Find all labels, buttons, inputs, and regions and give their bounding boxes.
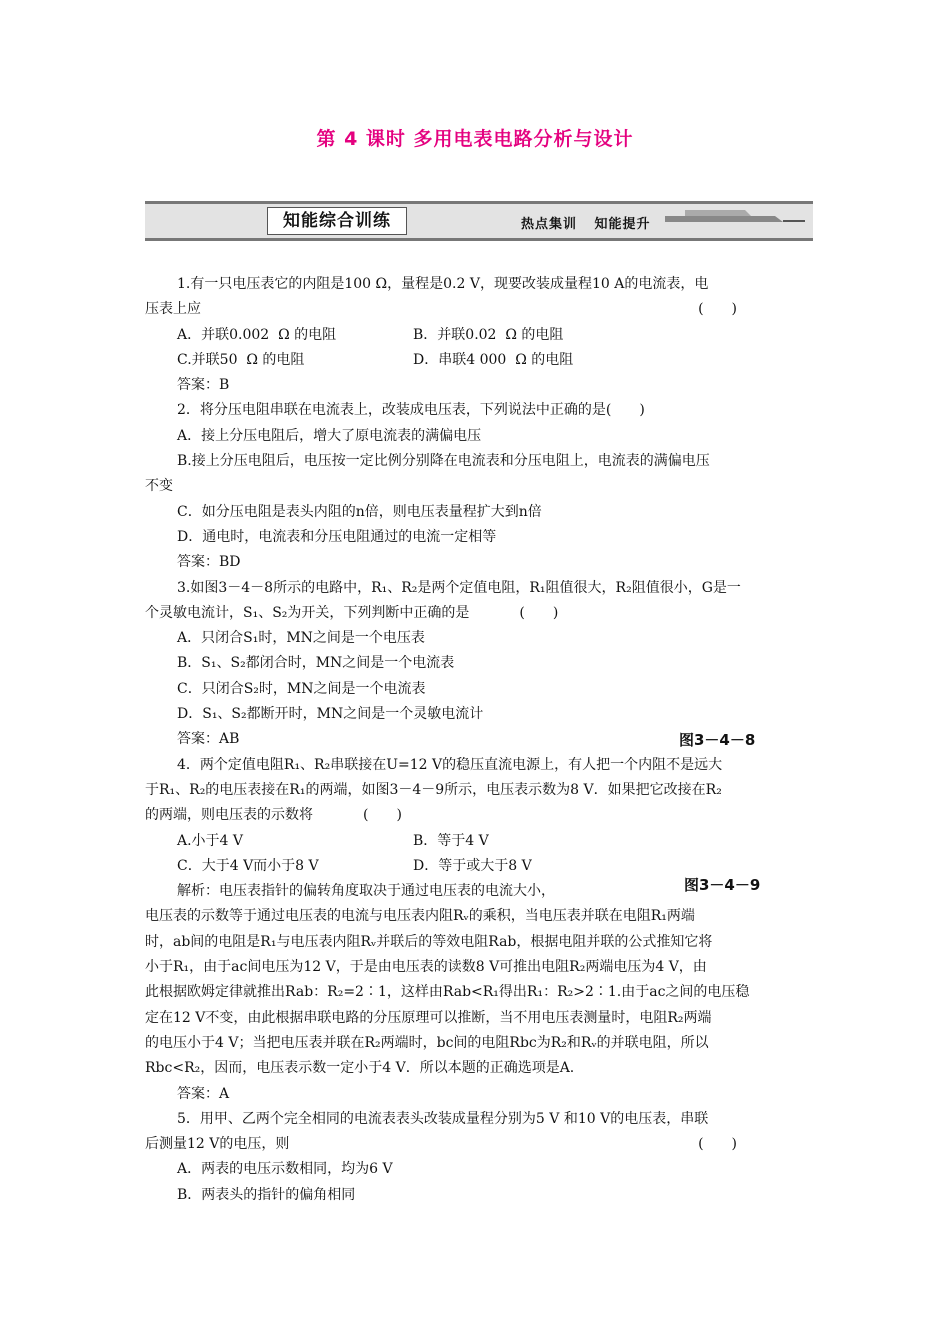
q5-option-a: A．两表的电压示数相同，均为6 V xyxy=(177,1161,393,1178)
q1-answer-paren: ( ) xyxy=(698,301,737,318)
q5-stem-line2: 后测量12 V的电压，则 xyxy=(145,1136,290,1153)
q1-stem-cont xyxy=(145,297,813,322)
q3-stem-line2: 个灵敏电流计，S₁、S₂为开关，下列判断中正确的是 xyxy=(145,604,470,621)
q3-stem-cont xyxy=(145,601,813,626)
q2-option-b: B.接上分压电阻后，电压按一定比例分别降在电流表和分压电阻上，电流表的满偏电压 xyxy=(177,453,710,470)
q1-answer: 答案：B xyxy=(177,377,230,394)
q4-stem: 4．两个定值电阻R₁、R₂串联接在U=12 V的稳压直流电源上，有人把一个内阻不是远大 xyxy=(177,756,723,773)
banner-decoration-icon xyxy=(665,210,805,232)
q1-option-b: B．并联0.02 Ω 的电阻 xyxy=(413,326,564,343)
q4-analysis-line2: 电压表的示数等于通过电压表的电流与电压表内阻Rᵥ的乘积，当电压表并联在电阻R₁两端 xyxy=(145,908,695,925)
q4-analysis-line8: Rbc<R₂，因而，电压表示数一定小于4 V．所以本题的正确选项是A. xyxy=(145,1060,575,1077)
q4-stem-line3: 的两端，则电压表的示数将 xyxy=(145,807,313,824)
q1-option-c: C.并联50 Ω 的电阻 xyxy=(177,351,305,368)
figure-caption-3-4-8: 图3－4－8 xyxy=(679,731,756,749)
q2-option-a: A．接上分压电阻后，增大了原电流表的满偏电压 xyxy=(177,427,482,444)
q3-option-c: C．只闭合S₂时，MN之间是一个电流表 xyxy=(177,680,426,697)
q5-stem-cont xyxy=(145,1132,813,1157)
q4-analysis-line4: 小于R₁，由于ac间电压为12 V，于是由电压表的读数8 V可推出电阻R₂两端电压为4 V，由 xyxy=(145,959,707,976)
q2-option-b-cont: 不变 xyxy=(145,478,173,495)
q1-stem-line2: 压表上应 xyxy=(145,301,201,318)
section-banner xyxy=(145,201,813,241)
q4-answer: 答案：A xyxy=(177,1085,230,1102)
q4-option-d: D．等于或大于8 V xyxy=(413,857,532,874)
q1-stem: 1.有一只电压表它的内阻是100 Ω，量程是0.2 V，现要改装成量程10 A的电流表，电 xyxy=(177,276,709,292)
q3-answer: 答案：AB xyxy=(177,731,240,748)
banner-subtitle-1: 热点集训 xyxy=(521,217,578,232)
q4-options-row1 xyxy=(145,829,813,854)
q5-answer-paren: ( ) xyxy=(698,1136,737,1153)
page-title: 第 4 课时 多用电表电路分析与设计 xyxy=(316,128,634,150)
q4-option-c: C．大于4 V而小于8 V xyxy=(177,857,319,874)
q3-option-b: B．S₁、S₂都闭合时，MN之间是一个电流表 xyxy=(177,655,455,672)
q4-stem-cont xyxy=(145,803,813,828)
q3-answer-paren: ( ) xyxy=(519,604,559,621)
banner-subtitle xyxy=(521,213,663,232)
q2-answer: 答案：BD xyxy=(177,554,241,571)
q2-option-c: C．如分压电阻是表头内阻的n倍，则电压表量程扩大到n倍 xyxy=(177,503,542,520)
q5-option-b: B．两表头的指针的偏角相同 xyxy=(177,1186,356,1203)
banner-subtitle-2: 知能提升 xyxy=(594,217,651,232)
q1-options-row2 xyxy=(145,348,813,373)
q2-stem: 2．将分压电阻串联在电流表上，改装成电压表，下列说法中正确的是( ) xyxy=(177,402,645,419)
q4-analysis-line7: 的电压小于4 V；当把电压表并联在R₂两端时，bc间的电阻Rbc为R₂和Rᵥ的并联电阻，所以 xyxy=(145,1034,709,1051)
q4-analysis-line1: 解析：电压表指针的偏转角度取决于通过电压表的电流大小， xyxy=(177,883,555,900)
q3-option-a: A．只闭合S₁时，MN之间是一个电压表 xyxy=(177,630,425,647)
q4-analysis-line6: 定在12 V不变，由此根据串联电路的分压原理可以推断，当不用电压表测量时，电阻R₂两端 xyxy=(145,1009,712,1026)
q4-analysis-line3: 时，ab间的电阻是R₁与电压表内阻Rᵥ并联后的等效电阻Rab，根据电阻并联的公式推知它将 xyxy=(145,933,713,950)
q1-option-a: A．并联0.002 Ω 的电阻 xyxy=(177,326,337,343)
q3-stem: 3.如图3－4－8所示的电路中，R₁、R₂是两个定值电阻，R₁阻值很大，R₂阻值很小，G是一 xyxy=(177,579,741,596)
q4-option-a: A.小于4 V xyxy=(177,832,244,849)
q1-option-d: D．串联4 000 Ω 的电阻 xyxy=(413,351,574,368)
q4-stem-line2: 于R₁、R₂的电压表接在R₁的两端，如图3－4－9所示，电压表示数为8 V．如果把它改接在R₂ xyxy=(145,781,722,798)
q3-option-d: D．S₁、S₂都断开时，MN之间是一个灵敏电流计 xyxy=(177,706,484,723)
q1-options-row1 xyxy=(145,323,813,348)
q2-option-d: D．通电时，电流表和分压电阻通过的电流一定相等 xyxy=(177,528,497,545)
q4-option-b: B．等于4 V xyxy=(413,832,489,849)
q4-analysis-line5: 此根据欧姆定律就推出Rab：R₂=2∶1，这样由Rab<R₁得出R₁：R₂>2∶1.由于ac之间的电压稳 xyxy=(145,984,750,1001)
q4-answer-paren: ( ) xyxy=(363,807,402,824)
figure-caption-3-4-9: 图3－4－9 xyxy=(684,876,761,894)
q5-stem: 5．用甲、乙两个完全相同的电流表表头改装成量程分别为5 V 和10 V的电压表，串联 xyxy=(177,1110,709,1127)
banner-label: 知能综合训练 xyxy=(267,207,407,235)
